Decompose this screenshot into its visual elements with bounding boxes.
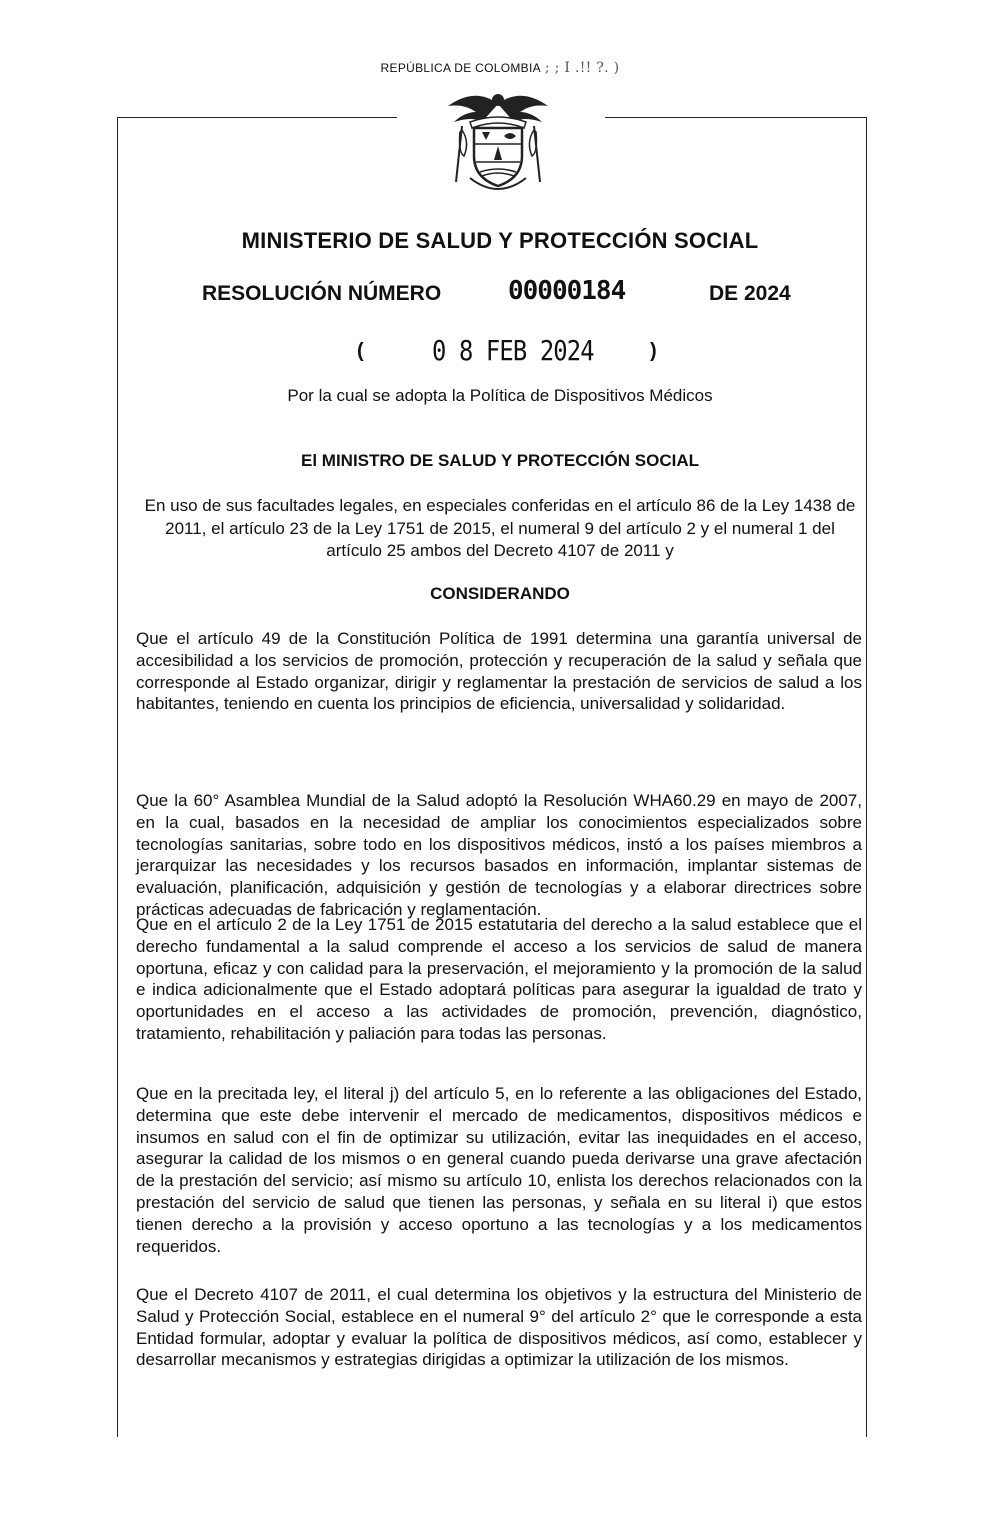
stamp-marks: ; ; I .!! ?. ) xyxy=(544,60,620,76)
country-name: REPÚBLICA DE COLOMBIA xyxy=(380,61,541,75)
resolution-date: 0 8 FEB 2024 xyxy=(432,334,594,367)
legal-faculties: En uso de sus facultades legales, en especiales conferidas en el artículo 86 de la Ley 1438 de 2011, el artículo 23 de la Ley 1751 de 2015, el numeral 9 del artículo 2 y el numeral 1 del artículo 25 ambos del Decreto 4107 de 2011 y xyxy=(144,496,856,560)
resolution-label: RESOLUCIÓN NÚMERO xyxy=(202,282,442,305)
ministry-title: MINISTERIO DE SALUD Y PROTECCIÓN SOCIAL xyxy=(241,228,759,253)
coat-of-arms-seal xyxy=(440,82,556,198)
resolution-year: DE 2024 xyxy=(709,282,791,305)
frame-right-rule xyxy=(866,117,867,1437)
frame-left-rule xyxy=(117,117,118,1437)
resolution-subject: Por la cual se adopta la Política de Dispositivos Médicos xyxy=(287,386,713,405)
date-close-paren: ) xyxy=(650,340,657,362)
minister-heading: El MINISTRO DE SALUD Y PROTECCIÓN SOCIAL xyxy=(301,451,699,470)
considerando-paragraph: Que en la precitada ley, el literal j) del artículo 5, en lo referente a las obligaciones del Estado, determina que este debe intervenir el mercado de medicamentos, dispositivos médicos e insumos en salud con el fin de optimizar su utilización, evitar las inequidades en el acceso, asegurar la calidad de los mismos o en general cuando pueda derivarse una grave afectación de la prestación del servicio; así mismo su artículo 10, enlista los derechos relacionados con la prestación del servicio de salud que tienen las personas, y señala en su literal i) que estos tienen derecho a la provisión y acceso oportuno a las tecnologías y a los medicamentos requeridos. xyxy=(136,1084,862,1256)
date-open-paren: ( xyxy=(357,340,364,362)
considerando-paragraph: Que en el artículo 2 de la Ley 1751 de 2015 estatutaria del derecho a la salud establece que el derecho fundamental a la salud comprende el acceso a los servicios de salud de manera oportuna, eficaz y con calidad para la preservación, el mejoramiento y la promoción de la salud e indica adicionalmente que el Estado adoptará políticas para asegurar la igualdad de trato y oportunidades en el acceso a las actividades de promoción, prevención, diagnóstico, tratamiento, rehabilitación y paliación para todas las personas. xyxy=(136,915,862,1043)
country-header xyxy=(0,60,1000,76)
considerando-paragraph: Que la 60° Asamblea Mundial de la Salud adoptó la Resolución WHA60.29 en mayo de 2007, en la cual, basados en la necesidad de ampliar los conocimientos especializados sobre tecnologías sanitarias, sobre todo en los dispositivos médicos, instó a los países miembros a jerarquizar las necesidades y los recursos basados en información, implantar sistemas de evaluación, planificación, adquisición y gestión de tecnologías y a elaborar directrices sobre prácticas adecuadas de fabricación y reglamentación. xyxy=(136,791,862,919)
considerando-paragraph: Que el artículo 49 de la Constitución Política de 1991 determina una garantía universal de accesibilidad a los servicios de promoción, protección y recuperación de la salud y señala que corresponde al Estado organizar, dirigir y reglamentar la prestación de servicios de salud a los habitantes, teniendo en cuenta los principios de eficiencia, universalidad y solidaridad. xyxy=(136,629,862,714)
considerando-paragraph: Que el Decreto 4107 de 2011, el cual determina los objetivos y la estructura del Ministerio de Salud y Protección Social, establece en el numeral 9° del artículo 2° que le corresponde a esta Entidad formular, adoptar y evaluar la política de dispositivos médicos, así como, establecer y desarrollar mecanismos y estrategias dirigidas a optimizar la utilización de los mismos. xyxy=(136,1285,862,1370)
frame-top-left-rule xyxy=(117,117,397,118)
resolution-number: 00000184 xyxy=(508,276,626,306)
frame-top-right-rule xyxy=(605,117,866,118)
considerando-heading: CONSIDERANDO xyxy=(430,584,570,603)
